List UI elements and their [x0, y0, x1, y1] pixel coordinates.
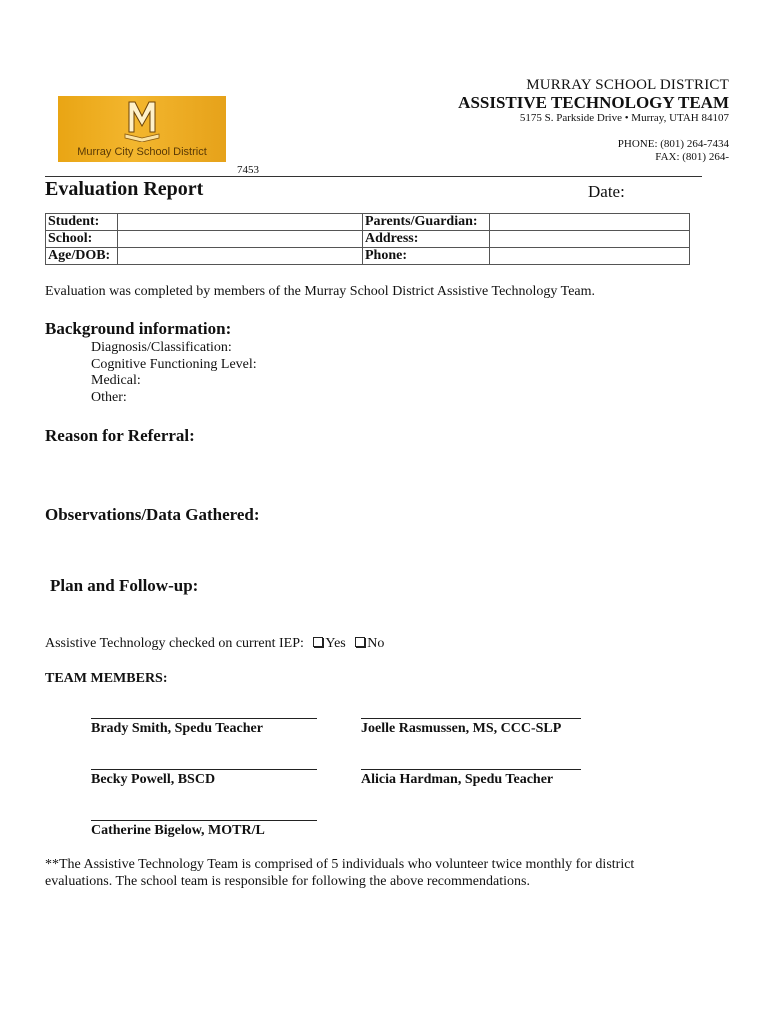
district-phone: PHONE: (801) 264-7434	[617, 138, 729, 150]
referral-heading: Reason for Referral:	[45, 426, 195, 445]
header-divider	[45, 176, 702, 177]
report-title: Evaluation Report	[45, 178, 204, 200]
address-label: Address:	[363, 231, 490, 248]
footer-note-line-1: **The Assistive Technology Team is comprised of 5 individuals who volunteer twice monthly for district	[45, 857, 635, 872]
signature-line-2	[361, 718, 581, 719]
cognitive-label: Cognitive Functioning Level:	[91, 357, 257, 372]
age-field[interactable]	[118, 248, 363, 265]
iep-line	[45, 636, 384, 652]
logo-text: Murray City School District	[77, 146, 207, 158]
signature-line-4	[361, 769, 581, 770]
district-name: MURRAY SCHOOL DISTRICT	[526, 77, 729, 93]
plan-heading: Plan and Follow-up:	[50, 576, 199, 595]
signature-line-5	[91, 820, 317, 821]
member-name-3: Becky Powell, BSCD	[91, 772, 216, 787]
yes-label: Yes	[325, 636, 346, 651]
team-members-heading: TEAM MEMBERS:	[45, 671, 168, 686]
other-label: Other:	[91, 390, 127, 405]
medical-label: Medical:	[91, 373, 141, 388]
phone-label: Phone:	[363, 248, 490, 265]
member-name-2: Joelle Rasmussen, MS, CCC-SLP	[361, 721, 562, 736]
signature-line-3	[91, 769, 317, 770]
age-label: Age/DOB:	[46, 248, 118, 265]
parents-field[interactable]	[490, 214, 690, 231]
member-name-1: Brady Smith, Spedu Teacher	[91, 721, 263, 736]
district-address: 5175 S. Parkside Drive • Murray, UTAH 84107	[519, 112, 729, 124]
observations-heading: Observations/Data Gathered:	[45, 505, 260, 524]
district-fax: FAX: (801) 264-	[655, 151, 729, 163]
student-label: Student:	[46, 214, 118, 231]
member-name-4: Alicia Hardman, Spedu Teacher	[361, 772, 554, 787]
school-field[interactable]	[118, 231, 363, 248]
student-info-table	[45, 213, 690, 265]
address-field[interactable]	[490, 231, 690, 248]
district-logo	[58, 96, 226, 162]
diagnosis-label: Diagnosis/Classification:	[91, 340, 232, 355]
footer-note-line-2: evaluations. The school team is responsible for following the above recommendations.	[45, 874, 530, 889]
parents-label: Parents/Guardian:	[363, 214, 490, 231]
date-label: Date:	[588, 182, 625, 201]
student-field[interactable]	[118, 214, 363, 231]
no-checkbox[interactable]	[355, 637, 365, 647]
fax-continuation: 7453	[237, 164, 259, 176]
intro-text: Evaluation was completed by members of the Murray School District Assistive Technology Team.	[45, 284, 596, 299]
no-label: No	[367, 636, 385, 651]
logo-m-book-icon	[123, 98, 161, 142]
iep-label: Assistive Technology checked on current IEP:	[45, 636, 304, 651]
team-name: ASSISTIVE TECHNOLOGY TEAM	[458, 93, 729, 112]
school-label: School:	[46, 231, 118, 248]
signature-line-1	[91, 718, 317, 719]
background-heading: Background information:	[45, 319, 232, 338]
member-name-5: Catherine Bigelow, MOTR/L	[91, 823, 265, 838]
phone-field[interactable]	[490, 248, 690, 265]
yes-checkbox[interactable]	[313, 637, 323, 647]
